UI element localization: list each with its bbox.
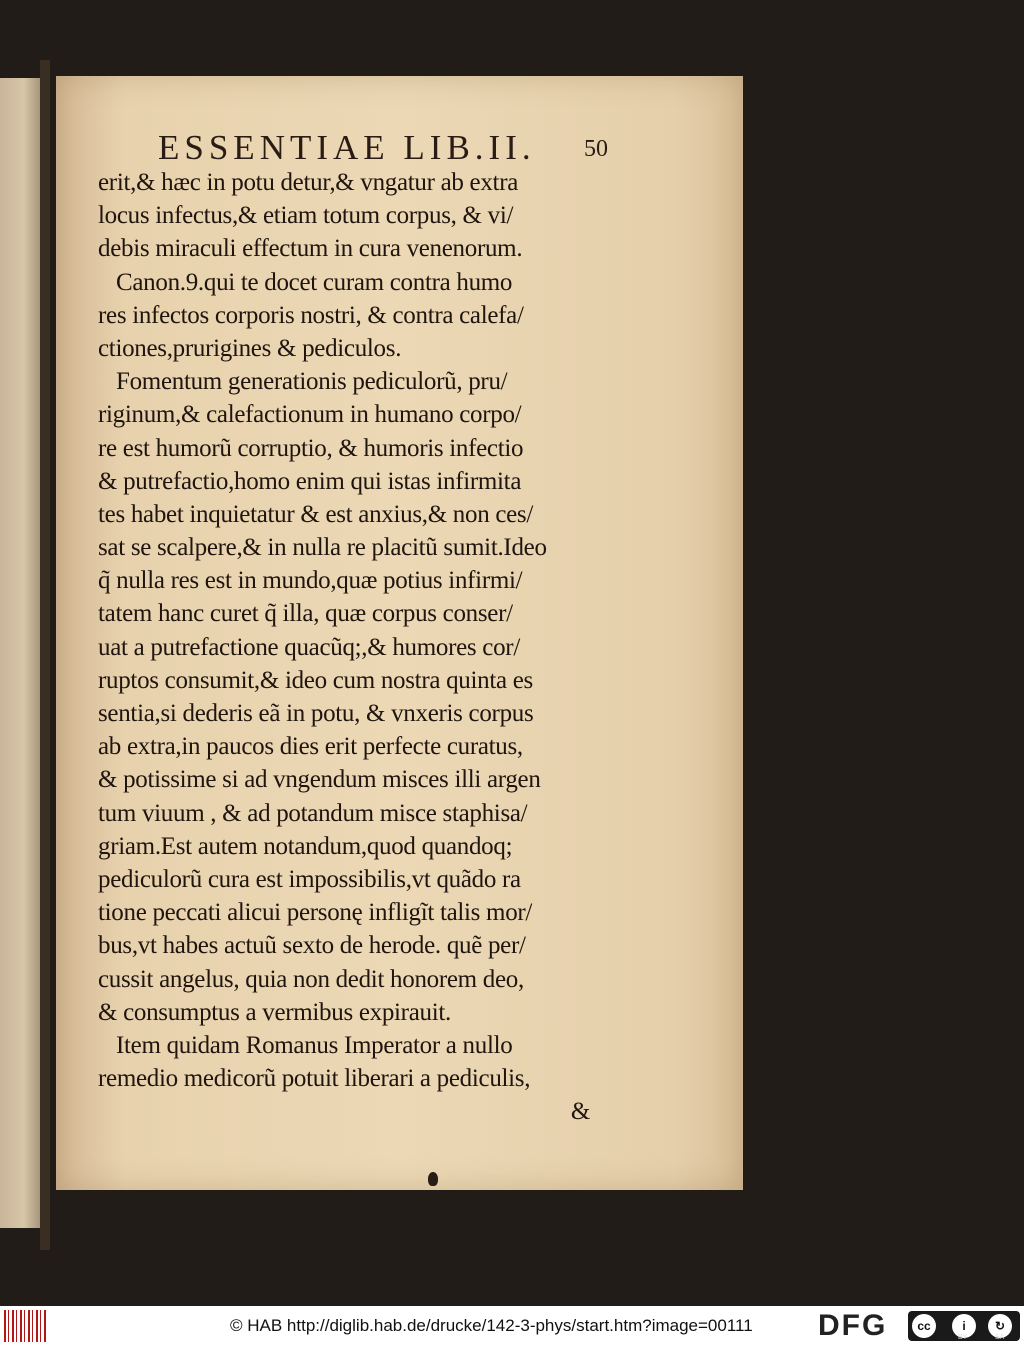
text-line: & consumptus a vermibus expirauit. [98, 998, 451, 1026]
text-line: debis miraculi effectum in cura venenorum. [98, 235, 523, 263]
text-line: locus infectus,& etiam totum corpus, & vi/ [98, 202, 514, 230]
text-line: tatem hanc curet q̃ illa, quæ corpus conser/ [98, 600, 513, 628]
text-block [98, 166, 598, 1128]
text-line: sat se scalpere,& in nulla re placitũ sumit.Ideo [98, 534, 547, 562]
text-line: re est humorũ corruptio, & humoris infectio [98, 434, 524, 462]
text-line: Fomentum generationis pediculorũ, pru/ [116, 368, 508, 396]
page-number: 50 [584, 136, 608, 162]
cc-license-badge[interactable] [908, 1311, 1020, 1341]
text-line: & putrefactio,homo enim qui istas infirmita [98, 467, 522, 495]
text-line: remedio medicorũ potuit liberari a pediculis, [98, 1065, 531, 1093]
signature-mark [428, 1172, 438, 1186]
text-line: Canon.9.qui te docet curam contra humo [116, 268, 513, 296]
running-head [158, 128, 608, 168]
cc-icon: cc [912, 1314, 936, 1338]
text-line: ruptos consumit,& ideo cum nostra quinta es [98, 666, 533, 694]
library-barcode-icon [4, 1310, 48, 1342]
text-line: pediculorũ cura est impossibilis,vt quãdo ra [98, 865, 521, 893]
text-line: Item quidam Romanus Imperator a nullo [116, 1031, 513, 1059]
text-line: res infectos corporis nostri, & contra calefa/ [98, 301, 524, 329]
text-line: ab extra,in paucos dies erit perfecte curatus, [98, 733, 523, 761]
text-line: griam.Est autem notandum,quod quandoq; [98, 832, 513, 860]
copyright-link[interactable]: © HAB http://diglib.hab.de/drucke/142-3-phys/start.htm?image=00111 [230, 1316, 753, 1335]
dfg-logo: DFG [818, 1309, 888, 1342]
footer-bar [0, 1306, 1024, 1346]
text-line: & potissime si ad vngendum misces illi argen [98, 766, 541, 794]
attribution-icon: i [952, 1314, 976, 1338]
text-line: sentia,si dederis eã in potu, & vnxeris corpus [98, 700, 534, 727]
license-by-label: BY [958, 1334, 968, 1341]
text-line: cussit angelus, quia non dedit honorem deo, [98, 965, 524, 993]
text-line: riginum,& calefactionum in humano corpo/ [98, 401, 522, 429]
binding-shadow [40, 60, 50, 1250]
catchword: & [570, 1098, 590, 1126]
previous-page-edge [0, 78, 40, 1228]
text-line: uat a putrefactione quacũq;,& humores cor/ [98, 633, 520, 661]
text-line: erit,& hæc in potu detur,& vngatur ab extra [98, 169, 519, 196]
text-line: tes habet inquietatur & est anxius,& non ces/ [98, 500, 534, 528]
license-sa-label: SA [995, 1334, 1005, 1341]
text-line: bus,vt habes actuũ sexto de herode. quẽ per/ [98, 932, 526, 960]
text-line: ctiones,prurigines & pediculos. [98, 334, 402, 362]
running-head-title: ESSENTIAE LIB.II. [158, 128, 536, 167]
share-alike-icon: ↻ [988, 1314, 1012, 1338]
text-line: tione peccati alicui personę infligĩt talis mor/ [98, 899, 533, 927]
text-line: q̃ nulla res est in mundo,quæ potius infirmi/ [98, 567, 523, 595]
text-line: tum viuum , & ad potandum misce staphisa/ [98, 799, 528, 827]
